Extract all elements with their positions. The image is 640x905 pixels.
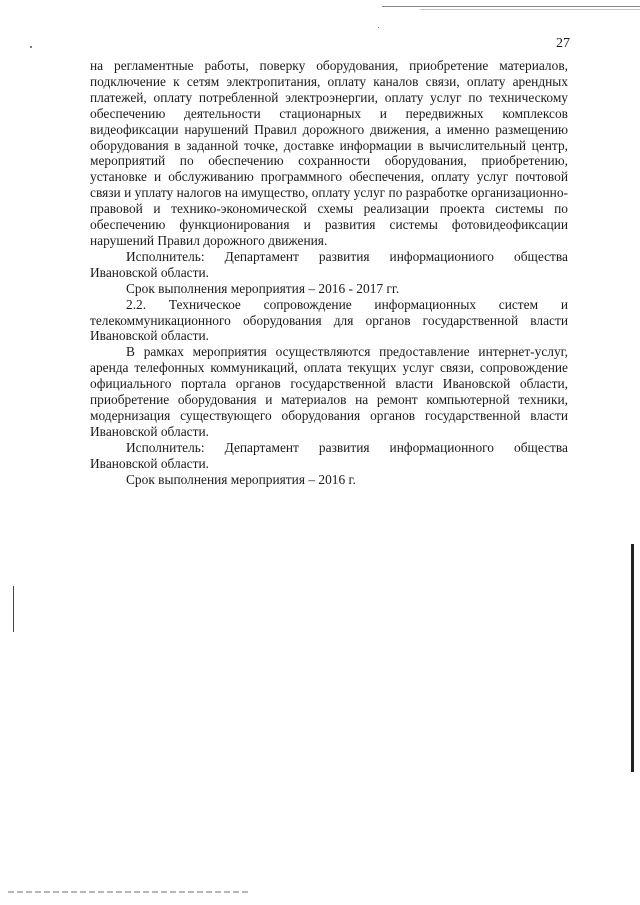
paragraph-description: В рамках мероприятия осуществляются предоставление интернет-услуг, аренда телефонных коммуникаций, оплата текущих услуг связи, сопровождение официального портала органов государственной власти Ивановской области, приобретение оборудования и материалов на ремонт компьютерной техники, модернизация существующего оборудования органов государственной власти Ивановской области.	[90, 344, 568, 439]
paragraph-executor: Исполнитель: Департамент развития информационного общества Ивановской области.	[90, 439, 568, 471]
paragraph-executor: Исполнитель: Департамент развития информациониого общества Ивановской области.	[90, 248, 568, 280]
scan-artifact-line	[420, 9, 640, 10]
scan-artifact-dot	[30, 46, 32, 48]
paragraph-deadline: Срок выполнения мероприятия – 2016 г.	[126, 471, 356, 487]
scan-artifact-left-edge	[13, 586, 14, 632]
scan-artifact-line	[382, 6, 640, 7]
paragraph-continuation: на регламентные работы, поверку оборудования, приобретение материалов, подключение к сетям электропитания, оплату каналов связи, оплату арендных платежей, оплату потребленной электроэнергии, оплату услуг по техническому обеспечению деятельности стационарных и передвижных комплексов видеофиксации нарушений Правил дорожного движения, а именно размещению оборудования в заданной точке, доставке информации в вычислительный центр, мероприятий по обеспечению сохранности оборудования, приобретению, установке и обслуживанию программного обеспечения, оплату услуг почтовой связи и уплату налогов на имущество, оплату услуг по разработке организационно-правовой и технико-экономической схемы реализации проекта системы по обеспечению функционирования и развития системы фотовидеофиксации нарушений Правил дорожного движения.	[90, 58, 568, 248]
page-number: 27	[556, 36, 570, 51]
paragraph-section-heading: 2.2. Техническое сопровождение информационных систем и телекоммуникационного оборудования для органов государственной власти Ивановской области.	[90, 296, 568, 344]
scan-artifact-bottom-line	[8, 891, 248, 893]
scan-artifact-right-edge	[631, 544, 634, 772]
document-body	[90, 58, 568, 487]
scan-artifact-dot	[378, 27, 379, 28]
paragraph-deadline: Срок выполнения мероприятия – 2016 - 2017 гг.	[126, 280, 400, 296]
